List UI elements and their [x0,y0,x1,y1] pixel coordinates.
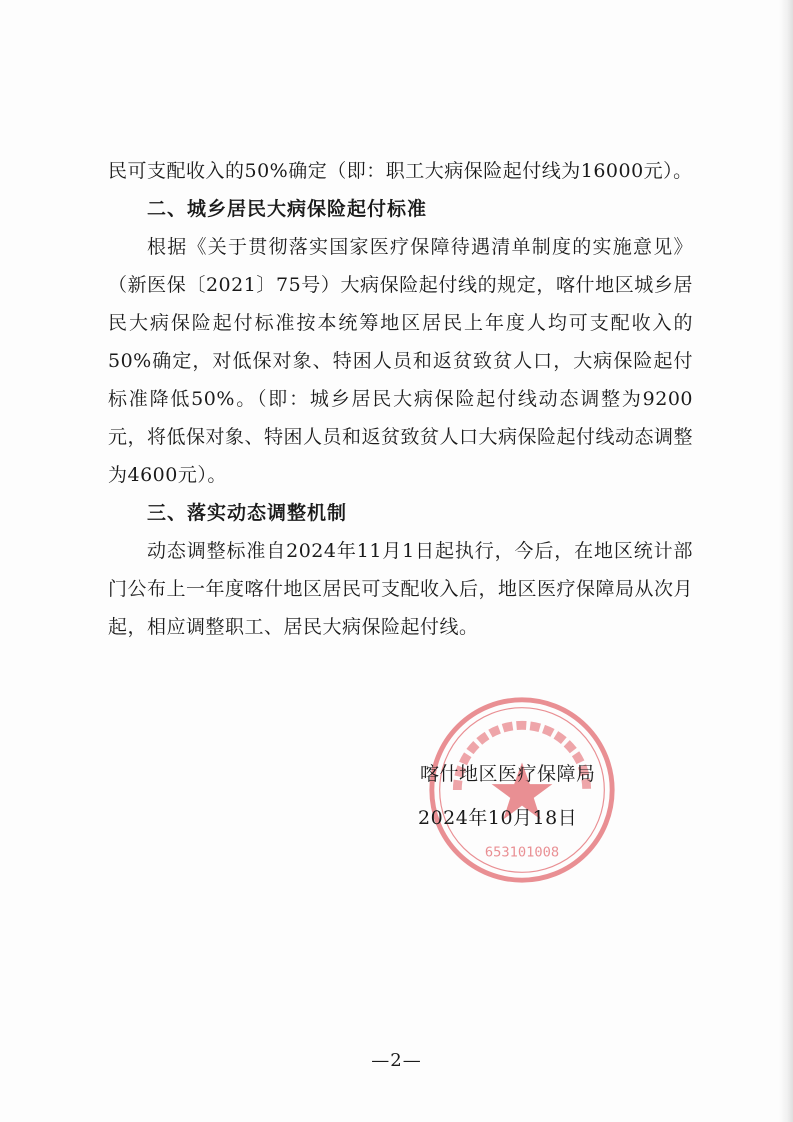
document-body [108,152,693,646]
issue-date: 2024年10月18日 [418,807,578,829]
section-heading-3: 三、落实动态调整机制 [147,502,348,524]
paragraph-section-3: 动态调整标准自2024年11月1日起执行，今后，在地区统计部门公布上一年度喀什地区居民可支配收入后，地区医疗保障局从次月起，相应调整职工、居民大病保险起付线。 [108,540,694,638]
scan-edge-shadow [779,0,793,1122]
stamp-code: 653101008 [484,844,560,861]
paragraph-continuation: 民可支配收入的50%确定（即：职工大病保险起付线为16000元）。 [108,160,693,182]
issuing-organization: 喀什地区医疗保障局 [420,763,596,785]
section-heading-2: 二、城乡居民大病保险起付标准 [147,198,428,220]
signature-block [418,752,658,840]
paragraph-section-2: 根据《关于贯彻落实国家医疗保障待遇清单制度的实施意见》（新医保〔2021〕75号）大病保险起付线的规定，喀什地区城乡居民大病保险起付标准按本统筹地区居民上年度人均可支配收入的50%确定，对低保对象、特困人员和返贫致贫人口，大病保险起付标准降低50%。（即：城乡居民大病保险起付线动态调整为9200元，将低保对象、特困人员和返贫致贫人口大病保险起付线动态调整为4600元）。 [108,236,694,486]
page-number: —2— [371,1050,422,1071]
